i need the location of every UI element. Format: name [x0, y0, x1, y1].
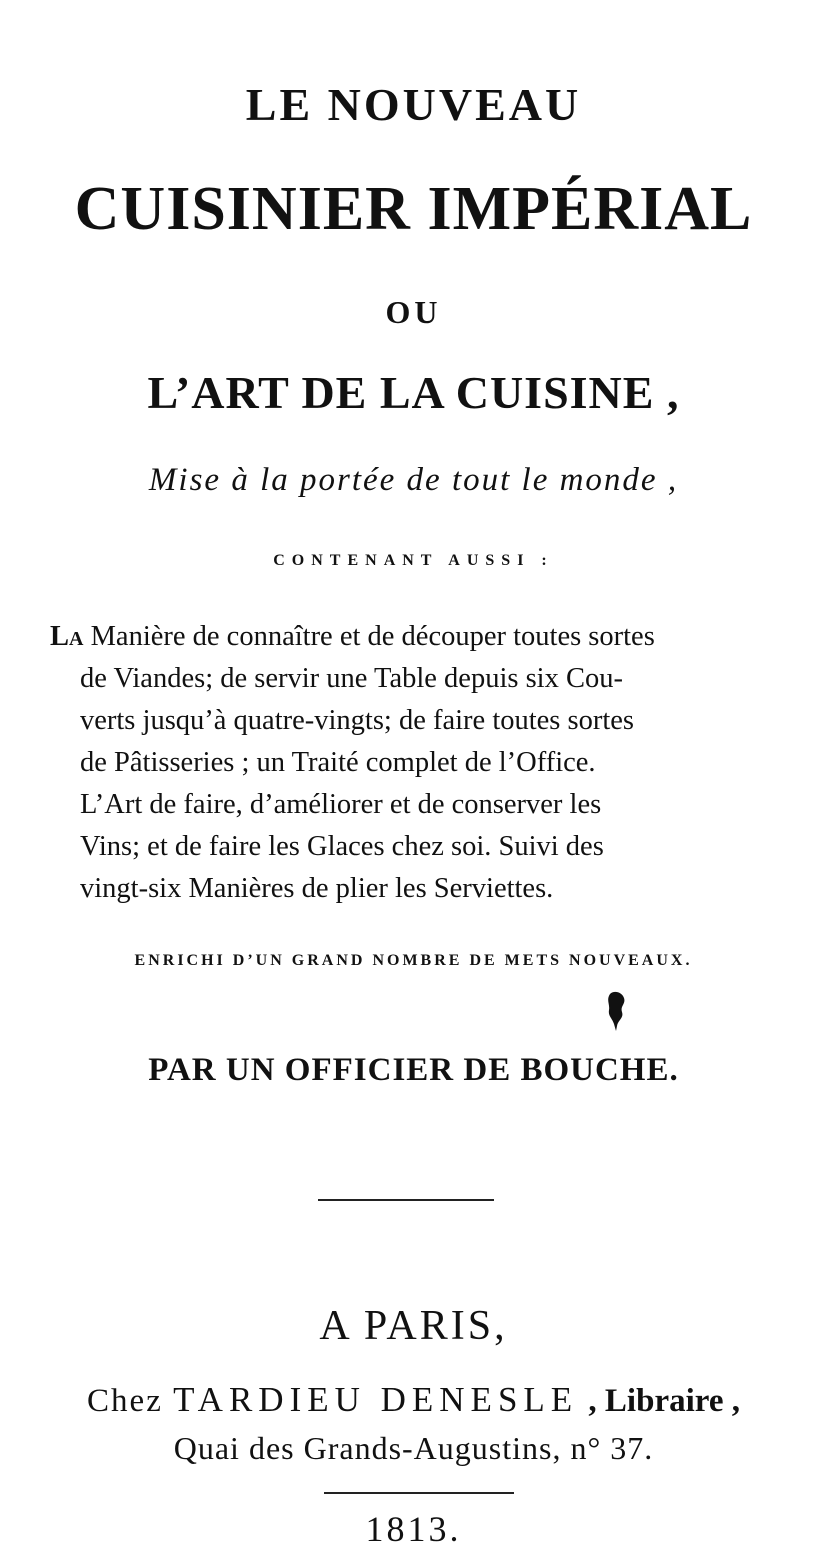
title-line-1: LE NOUVEAU — [245, 79, 582, 130]
description-line-5: L’Art de faire, d’améliorer et de conserver les — [80, 789, 602, 820]
title-line-2: CUISINIER IMPÉRIAL — [74, 175, 753, 243]
description-line-2: de Viandes; de servir une Table depuis six Cou- — [80, 663, 623, 694]
description-line-6: Vins; et de faire les Glaces chez soi. Suivi des — [80, 831, 604, 862]
tagline: Mise à la portée de tout le monde , — [148, 462, 679, 498]
imprint-city: A PARIS, — [319, 1303, 508, 1349]
description-line-7: vingt-six Manières de plier les Serviettes. — [80, 873, 554, 904]
subtitle: L’ART DE LA CUISINE , — [147, 367, 680, 418]
description-line-text: Manière de connaître et de découper toutes sortes — [90, 621, 655, 652]
imprint-role: , Libraire , — [588, 1383, 740, 1419]
imprint-address: Quai des Grands-Augustins, n° 37. — [173, 1430, 654, 1466]
description-line-1 — [50, 616, 780, 658]
divider-rule — [318, 1199, 494, 1201]
enriched-line: ENRICHI D’UN GRAND NOMBRE DE METS NOUVEAUX. — [134, 952, 693, 969]
description-lead: La — [50, 621, 84, 652]
contents-heading: CONTENANT AUSSI : — [273, 552, 554, 569]
ink-blot-mark — [606, 990, 628, 1032]
title-conjunction: OU — [385, 294, 442, 330]
imprint-chez: Chez — [87, 1383, 163, 1419]
imprint-publisher: TARDIEU DENESLE — [173, 1380, 579, 1419]
author-line: PAR UN OFFICIER DE BOUCHE. — [148, 1052, 679, 1088]
imprint-year: 1813. — [365, 1509, 462, 1549]
imprint-publisher-line — [0, 1380, 827, 1420]
divider-rule-small — [324, 1492, 514, 1494]
description-line-4: de Pâtisseries ; un Traité complet de l’Office. — [80, 747, 596, 778]
description-line-3: verts jusqu’à quatre-vingts; de faire toutes sortes — [80, 705, 635, 736]
description-paragraph — [50, 616, 780, 910]
